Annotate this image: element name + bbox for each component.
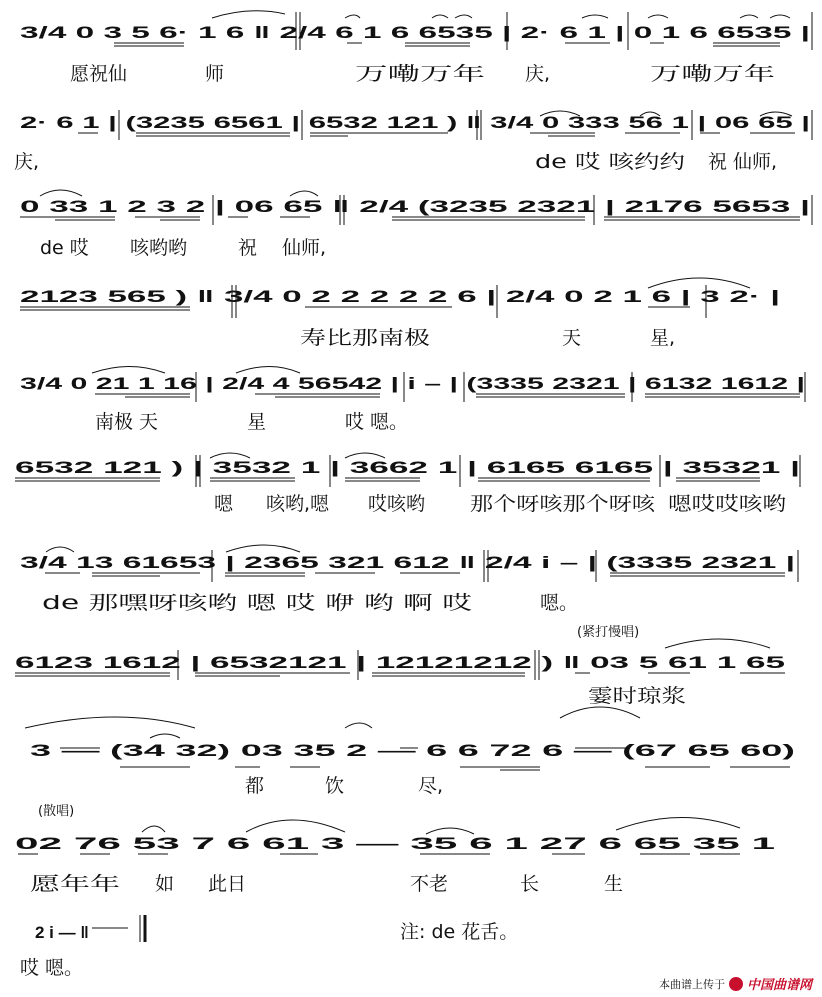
- lyric-8a: 霎时琼浆: [588, 685, 686, 707]
- lyric-6e: 嗯哎哎咳哟: [668, 493, 786, 515]
- notation-line-10: 02 76 53 7 6 61 3 — 35 6 1 27 6 65 35 1: [15, 834, 775, 853]
- lyric-10b: 如: [155, 873, 175, 895]
- lyric-3b: 咳哟哟: [130, 237, 188, 259]
- lyric-5a: 南极 天: [95, 411, 159, 433]
- notation-line-2: 2· 6 1 | (3235 6561 | 6532 121 ) ‖ 3/4 0 333 56 1 | 06 65 |: [20, 113, 810, 132]
- notation-line-9: 3 — (34 32) 03 35 2 — 6 6 72 6 — (67 65 60): [30, 741, 795, 760]
- lyric-3a: de 哎: [40, 237, 89, 259]
- lyric-3d: 仙师,: [282, 237, 327, 259]
- credit-site-name[interactable]: 中国曲谱网: [746, 978, 812, 993]
- lyric-10a: 愿年年: [30, 873, 120, 895]
- source-credit: [659, 974, 812, 993]
- lyric-2c: 祝 仙师,: [708, 151, 778, 173]
- notation-line-11: 2 i — ‖: [35, 923, 89, 942]
- lyric-4a: 寿比那南极: [300, 327, 396, 349]
- lyric-9a: 都: [245, 775, 265, 797]
- notation-line-3: 0 33 1 2 3 2 | 06 65 ‖ 2/4 (3235 2321 | 2176 5653 |: [20, 197, 810, 216]
- performance-mark-tempo: (紧打慢唱): [577, 625, 640, 640]
- credit-label: 本曲谱上传于: [658, 977, 725, 991]
- lyric-10c: 此日: [208, 873, 247, 895]
- lyric-1a: 愿祝仙: [70, 63, 128, 85]
- lyric-6a: 嗯: [214, 493, 234, 515]
- lyric-9c: 尽,: [418, 775, 444, 797]
- lyric-7a: de 那嘿呀咳哟 嗯 哎 咿 哟 啊 哎: [42, 592, 472, 614]
- notation-line-6: 6532 121 ) | 3532 1 | 3662 1 | 6165 6165 | 35321 |: [15, 458, 800, 477]
- notation-line-8: 6123 1612 | 6532121 | 12121212 ) ‖ 03 5 61 1 65: [15, 653, 785, 672]
- lyric-2b: de 哎 咳约约: [535, 151, 685, 173]
- lyric-5b: 星: [247, 411, 267, 433]
- lyric-9b: 饮: [325, 775, 345, 797]
- lyric-4c: 星,: [650, 327, 676, 349]
- footnote: 注: de 花舌。: [400, 921, 519, 943]
- notation-line-4: 2123 565 ) ‖ 3/4 0 2 2 2 2 2 6 | 2/4 0 2 1 6 | 3 2· |: [20, 287, 780, 306]
- lyric-7b: 嗯。: [540, 592, 579, 614]
- lyric-3c: 祝: [238, 237, 258, 259]
- lyric-1d: 庆,: [525, 63, 551, 85]
- lyric-6b: 咳哟,嗯: [266, 493, 330, 515]
- lyric-11a: 哎 嗯。: [20, 957, 84, 979]
- lyric-4b: 天: [562, 327, 582, 349]
- lyric-6c: 哎咳哟: [368, 493, 426, 515]
- lyric-10e: 长: [520, 873, 540, 895]
- notation-line-5: 3/4 0 21 1 16 | 2/4 4 56542 | i – | (3335 2321 | 6132 1612 |: [20, 374, 805, 393]
- lyric-6d: 那个呀咳那个呀咳: [470, 493, 657, 515]
- lyric-10f: 生: [604, 873, 624, 895]
- lyric-1c: 万嘞万年: [355, 63, 485, 85]
- lyric-5c: 哎 嗯。: [345, 411, 409, 433]
- lyric-1e: 万嘞万年: [650, 63, 775, 85]
- lyric-1b: 师: [205, 63, 225, 85]
- notation-line-1: 3/4 0 3 5 6· 1 6 ‖ 2/4 6 1 6 6535 | 2· 6 1 | 0 1 6 6535 |: [20, 23, 810, 42]
- lyric-10d: 不老: [410, 873, 449, 895]
- site-logo-icon: [729, 977, 743, 991]
- lyric-2a: 庆,: [14, 151, 40, 173]
- performance-mark-free: (散唱): [38, 804, 75, 819]
- notation-line-7: 3/4 13 61653 | 2365 321 612 ‖ 2/4 i – | (3335 2321 |: [20, 553, 795, 572]
